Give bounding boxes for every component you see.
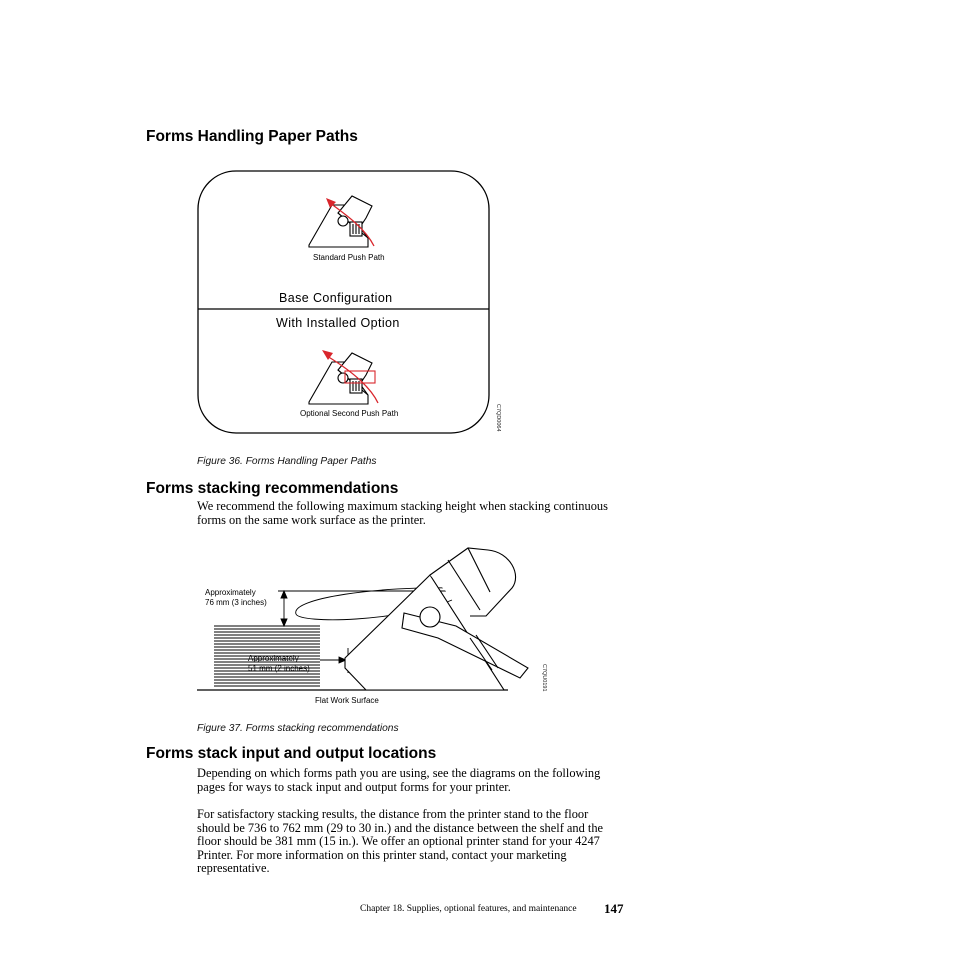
label-optional-second-push-path: Optional Second Push Path [300, 409, 399, 418]
input-output-paragraph-2 [197, 808, 637, 876]
figure-36-code: C7QD0064 [495, 404, 501, 432]
printer-icon-optional [309, 353, 372, 404]
paragraph-line: Printer. For more information on this printer stand, contact your marketing [197, 847, 567, 862]
figure-36-drawing [0, 0, 954, 470]
figure-37-caption: Figure 37. Forms stacking recommendations [197, 723, 399, 734]
figure-36-caption: Figure 36. Forms Handling Paper Paths [197, 456, 377, 467]
input-output-paragraph-1 [197, 767, 637, 794]
section-title-input-output: Forms stack input and output locations [146, 745, 437, 762]
paragraph-line: pages for ways to stack input and output forms for your printer. [197, 779, 511, 794]
printer-side-view [345, 548, 528, 690]
figure-37-drawing [0, 530, 954, 720]
heading-with-installed-option: With Installed Option [276, 316, 400, 330]
section-title-stacking: Forms stacking recommendations [146, 480, 399, 497]
paragraph-line: We recommend the following maximum stacking height when stacking continuous [197, 499, 608, 513]
paragraph-line: representative. [197, 861, 270, 876]
label-standard-push-path: Standard Push Path [313, 253, 385, 262]
figure-37-code: C7QU0191 [541, 664, 547, 692]
label-approx-upper-1: Approximately [205, 588, 256, 597]
label-approx-lower-1: Approximately [248, 654, 299, 663]
dimension-51mm [320, 648, 348, 673]
paragraph-line: forms on the same work surface as the printer. [197, 512, 426, 527]
paragraph-line: should be 736 to 762 mm (29 to 30 in.) and the distance between the shelf and the [197, 820, 604, 835]
figure-36 [0, 0, 954, 470]
stacking-paragraph [197, 500, 637, 527]
printer-icon-standard [309, 196, 372, 247]
section-title-paper-paths: Forms Handling Paper Paths [146, 128, 358, 145]
footer-chapter: Chapter 18. Supplies, optional features, and maintenance [360, 904, 577, 914]
heading-base-configuration: Base Configuration [279, 291, 393, 305]
paragraph-line: floor should be 381 mm (15 in.). We offer an optional printer stand for your 4247 [197, 834, 600, 849]
paragraph-line: Depending on which forms path you are using, see the diagrams on the following [197, 766, 601, 780]
label-approx-upper-2: 76 mm (3 inches) [205, 598, 267, 607]
figure-37 [0, 530, 954, 720]
label-approx-lower-2: 51 mm (2 inches) [248, 664, 310, 673]
page-number: 147 [604, 901, 624, 916]
paragraph-line: For satisfactory stacking results, the distance from the printer stand to the floor [197, 807, 589, 821]
label-flat-work-surface: Flat Work Surface [315, 696, 379, 705]
